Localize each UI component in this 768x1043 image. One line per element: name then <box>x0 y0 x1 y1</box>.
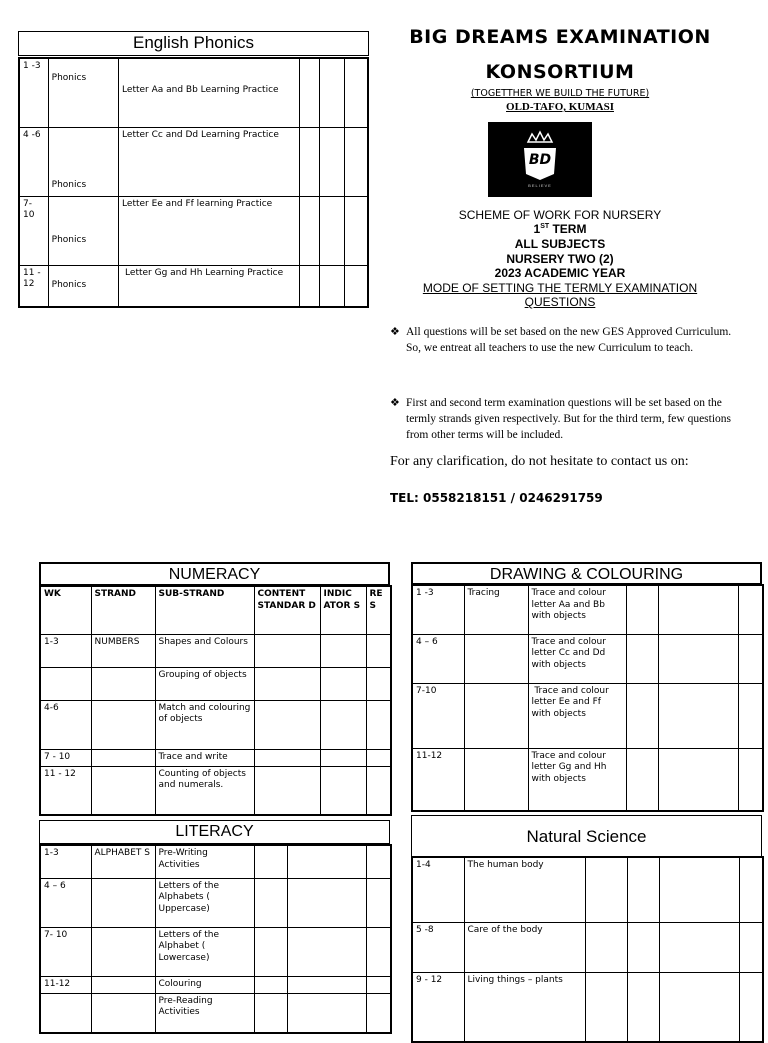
table-row <box>412 972 763 1042</box>
empty-cell <box>254 845 287 878</box>
bd-logo <box>488 122 592 197</box>
mode-heading: MODE OF SETTING THE TERMLY EXAMINATION QUESTIONS <box>422 281 698 309</box>
table-row <box>40 766 391 815</box>
empty-cell <box>254 667 320 700</box>
strand-cell <box>91 700 155 749</box>
strand-cell <box>91 749 155 766</box>
week-cell: 9 - 12 <box>412 972 464 1042</box>
empty-cell <box>366 976 391 993</box>
literacy-table <box>39 844 392 1034</box>
strand-cell <box>464 634 528 683</box>
header-wk: WK <box>40 586 91 634</box>
week-cell: 4-6 <box>40 700 91 749</box>
diamond-bullet-icon: ❖ <box>390 326 400 338</box>
empty-cell <box>627 922 659 972</box>
week-cell: 4 – 6 <box>40 878 91 927</box>
empty-cell <box>254 927 287 976</box>
empty-cell <box>366 845 391 878</box>
empty-cell <box>627 972 659 1042</box>
english-phonics-title: English Phonics <box>18 31 369 56</box>
empty-cell <box>659 972 739 1042</box>
strand-cell <box>91 667 155 700</box>
drawing-title: DRAWING & COLOURING <box>411 562 762 585</box>
header-res: RE S <box>366 586 391 634</box>
table-row <box>40 700 391 749</box>
table-row <box>40 667 391 700</box>
substrand-cell: Counting of objects and numerals. <box>155 766 254 815</box>
term-line <box>384 222 736 236</box>
class-line: NURSERY TWO (2) <box>506 252 614 266</box>
strand-cell <box>91 976 155 993</box>
strand-cell <box>91 766 155 815</box>
week-cell: 4 – 6 <box>412 634 464 683</box>
strand-text: Phonics <box>51 234 87 245</box>
strand-cell <box>48 127 118 196</box>
substrand-cell: Trace and colour letter Ee and Ff with objects <box>528 683 626 748</box>
substrand-cell: Trace and write <box>155 749 254 766</box>
empty-cell <box>254 634 320 667</box>
empty-cell <box>738 634 763 683</box>
empty-cell <box>366 766 391 815</box>
empty-cell <box>658 585 738 634</box>
week-cell: 11-12 <box>40 976 91 993</box>
topic-cell: Care of the body <box>464 922 585 972</box>
table-row <box>40 927 391 976</box>
table-row <box>40 845 391 878</box>
empty-cell <box>320 667 366 700</box>
strand-cell <box>91 993 155 1033</box>
empty-cell <box>320 766 366 815</box>
note-bullet-2 <box>390 395 736 443</box>
drawing-table <box>411 584 764 812</box>
substrand-cell: Letters of the Alphabets ( Uppercase) <box>155 878 254 927</box>
week-cell <box>40 667 91 700</box>
strand-text: Phonics <box>51 73 87 83</box>
empty-cell <box>287 927 366 976</box>
substrand-cell: Pre-Writing Activities <box>155 845 254 878</box>
week-cell: 7-10 <box>412 683 464 748</box>
table-row <box>40 993 391 1033</box>
empty-cell <box>345 265 368 307</box>
science-table <box>411 856 764 1043</box>
week-cell: 4 -6 <box>19 127 48 196</box>
science-title: Natural Science <box>411 815 762 857</box>
substrand-cell: Letter Ee and Ff learning Practice <box>119 196 300 265</box>
strand-cell <box>91 878 155 927</box>
table-row <box>19 58 368 127</box>
table-row <box>412 634 763 683</box>
table-row <box>19 196 368 265</box>
strand-cell <box>48 265 118 307</box>
strand-cell: Tracing <box>464 585 528 634</box>
empty-cell <box>300 196 320 265</box>
week-cell: 7 - 10 <box>40 749 91 766</box>
strand-cell <box>464 748 528 811</box>
empty-cell <box>659 922 739 972</box>
empty-cell <box>738 585 763 634</box>
topic-cell: The human body <box>464 857 585 922</box>
empty-cell <box>366 667 391 700</box>
week-cell: 5 -8 <box>412 922 464 972</box>
empty-cell <box>254 700 320 749</box>
clarification-text: For any clarification, do not hesitate to contact us on: <box>390 454 689 469</box>
empty-cell <box>254 878 287 927</box>
table-row <box>412 748 763 811</box>
telephone: TEL: 0558218151 / 0246291759 <box>390 491 603 505</box>
empty-cell <box>366 927 391 976</box>
substrand-cell <box>119 58 300 127</box>
empty-cell <box>345 127 368 196</box>
year-line: 2023 ACADEMIC YEAR <box>494 266 626 280</box>
topic-cell: Living things – plants <box>464 972 585 1042</box>
empty-cell <box>739 972 763 1042</box>
table-row <box>412 922 763 972</box>
empty-cell <box>345 58 368 127</box>
empty-cell <box>254 993 287 1033</box>
empty-cell <box>658 683 738 748</box>
empty-cell <box>254 766 320 815</box>
substrand-cell: Grouping of objects <box>155 667 254 700</box>
table-row <box>19 265 368 307</box>
subjects-line: ALL SUBJECTS <box>514 237 606 251</box>
empty-cell <box>320 749 366 766</box>
term-number: 1 <box>533 222 541 236</box>
empty-cell <box>627 857 659 922</box>
substrand-cell: Pre-Reading Activities <box>155 993 254 1033</box>
empty-cell <box>287 878 366 927</box>
header-strand: STRAND <box>91 586 155 634</box>
empty-cell <box>320 196 345 265</box>
substrand-text: Letter Aa and Bb Learning Practice <box>122 85 279 95</box>
empty-cell <box>585 857 627 922</box>
empty-cell <box>626 683 658 748</box>
strand-text: Phonics <box>51 279 87 290</box>
strand-cell <box>91 927 155 976</box>
week-cell: 7- 10 <box>19 196 48 265</box>
empty-cell <box>366 878 391 927</box>
week-cell: 1-3 <box>40 634 91 667</box>
note-text-2: First and second term examination questions will be set based on the termly strands given respectively. But for the third term, few questions from other terms will be included. <box>406 397 732 441</box>
substrand-cell: Trace and colour letter Cc and Dd with objects <box>528 634 626 683</box>
strand-cell: NUMBERS <box>91 634 155 667</box>
table-row <box>40 749 391 766</box>
strand-text: Phonics <box>51 179 87 190</box>
org-name-line1: BIG DREAMS EXAMINATION <box>409 26 711 48</box>
empty-cell <box>300 265 320 307</box>
empty-cell <box>320 265 345 307</box>
empty-cell <box>254 749 320 766</box>
week-cell: 11-12 <box>412 748 464 811</box>
empty-cell <box>320 58 345 127</box>
header-substrand: SUB-STRAND <box>155 586 254 634</box>
table-row <box>40 878 391 927</box>
week-cell: 11 - 12 <box>19 265 48 307</box>
week-cell: 1-4 <box>412 857 464 922</box>
table-row <box>412 585 763 634</box>
empty-cell <box>254 976 287 993</box>
empty-cell <box>287 976 366 993</box>
empty-cell <box>626 748 658 811</box>
empty-cell <box>366 749 391 766</box>
substrand-cell: Trace and colour letter Aa and Bb with objects <box>528 585 626 634</box>
empty-cell <box>320 700 366 749</box>
substrand-cell: Trace and colour letter Gg and Hh with objects <box>528 748 626 811</box>
empty-cell <box>658 748 738 811</box>
week-cell: 1 -3 <box>19 58 48 127</box>
note-bullet-1 <box>390 324 736 356</box>
table-row <box>40 634 391 667</box>
week-cell: 1-3 <box>40 845 91 878</box>
substrand-cell: Letter Cc and Dd Learning Practice <box>119 127 300 196</box>
strand-cell: ALPHABET S <box>91 845 155 878</box>
numeracy-table <box>39 585 392 816</box>
location: OLD-TAFO, KUMASI <box>506 101 614 113</box>
note-text-1: All questions will be set based on the new GES Approved Curriculum. So, we entreat all teachers to use the new Curriculum to teach. <box>406 326 732 354</box>
empty-cell <box>626 585 658 634</box>
header-indicators: INDIC ATOR S <box>320 586 366 634</box>
empty-cell <box>320 634 366 667</box>
week-cell: 11 - 12 <box>40 766 91 815</box>
table-row <box>412 683 763 748</box>
logo-text: BD <box>528 152 552 168</box>
table-header-row <box>40 586 391 634</box>
substrand-cell: Match and colouring of objects <box>155 700 254 749</box>
empty-cell <box>345 196 368 265</box>
week-cell: 1 -3 <box>412 585 464 634</box>
empty-cell <box>366 700 391 749</box>
table-row <box>19 127 368 196</box>
strand-cell <box>48 196 118 265</box>
empty-cell <box>739 857 763 922</box>
substrand-cell: Letters of the Alphabet ( Lowercase) <box>155 927 254 976</box>
empty-cell <box>585 922 627 972</box>
empty-cell <box>626 634 658 683</box>
substrand-cell: Letter Gg and Hh Learning Practice <box>119 265 300 307</box>
strand-cell <box>48 58 118 127</box>
empty-cell <box>738 748 763 811</box>
empty-cell <box>300 58 320 127</box>
numeracy-title: NUMERACY <box>39 562 390 586</box>
empty-cell <box>366 993 391 1033</box>
term-word: TERM <box>549 222 587 236</box>
empty-cell <box>287 993 366 1033</box>
term-superscript: ST <box>540 223 550 230</box>
empty-cell <box>739 922 763 972</box>
scheme-title: SCHEME OF WORK FOR NURSERY <box>458 208 662 222</box>
week-cell <box>40 993 91 1033</box>
empty-cell <box>585 972 627 1042</box>
english-phonics-table <box>18 57 369 308</box>
week-cell: 7- 10 <box>40 927 91 976</box>
empty-cell <box>366 634 391 667</box>
empty-cell <box>287 845 366 878</box>
strand-cell <box>464 683 528 748</box>
org-name-line2: KONSORTIUM <box>485 61 635 83</box>
empty-cell <box>659 857 739 922</box>
table-row <box>412 857 763 922</box>
table-row <box>40 976 391 993</box>
diamond-bullet-icon: ❖ <box>390 397 400 409</box>
empty-cell <box>658 634 738 683</box>
empty-cell <box>738 683 763 748</box>
logo-subtext: BELIEVE <box>528 183 552 188</box>
substrand-cell: Shapes and Colours <box>155 634 254 667</box>
literacy-title: LITERACY <box>39 820 390 844</box>
motto: (TOGETTHER WE BUILD THE FUTURE) <box>470 88 650 99</box>
empty-cell <box>320 127 345 196</box>
header-content-standard: CONTENT STANDAR D <box>254 586 320 634</box>
substrand-cell: Colouring <box>155 976 254 993</box>
empty-cell <box>300 127 320 196</box>
